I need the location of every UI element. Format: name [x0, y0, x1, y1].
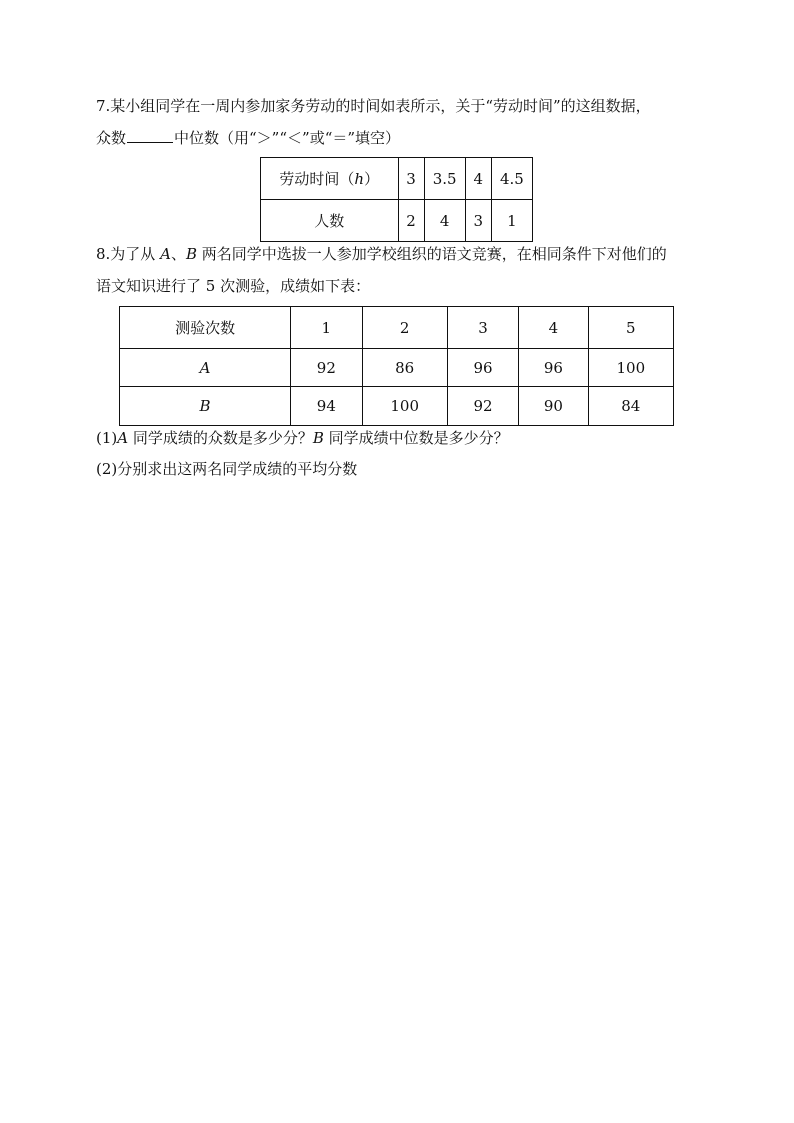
q7-time-cell: 3: [398, 158, 424, 200]
q8-header-label-cell: 测验次数: [120, 307, 291, 349]
q8-test-number-cell: 4: [519, 307, 588, 349]
q7-time-cell: 4: [465, 158, 491, 200]
q7-table: [260, 157, 533, 242]
q7-text-line1: 7.某小组同学在一周内参加家务劳动的时间如表所示，关于“劳动时间”的这组数据，: [96, 97, 651, 115]
q7-line2-before: 众数: [96, 129, 127, 147]
q8-text-line1: 8.为了从 A、B 两名同学中选拔一人参加学校组织的语文竞赛，在相同条件下对他们的: [96, 245, 667, 263]
q8-table-row-header: [120, 307, 674, 349]
q8-test-number-cell: 2: [362, 307, 447, 349]
q8-score-cell: 100: [588, 349, 673, 387]
q7-hour-variable: h: [354, 170, 365, 188]
q7-count-label-cell: 人数: [261, 200, 399, 242]
q8-subquestion-1: (1)A 同学成绩的众数是多少分？B 同学成绩中位数是多少分？: [96, 429, 509, 447]
q8-score-cell: 84: [588, 387, 673, 426]
q8-table-row-b: [120, 387, 674, 426]
q8-score-cell: 96: [519, 349, 588, 387]
q7-answer-blank: [127, 128, 173, 143]
q7-time-cell: 3.5: [424, 158, 465, 200]
q7-table-header-cell: 劳动时间（h）: [261, 158, 399, 200]
q7-line2-after: 中位数（用“＞”“＜”或“＝”填空）: [174, 129, 401, 147]
q8-row-b-label: B: [120, 387, 291, 426]
q8-table-row-a: [120, 349, 674, 387]
q7-count-cell: 2: [398, 200, 424, 242]
q8-sub1-var-a: A: [117, 429, 129, 447]
q7-table-row-time: [261, 158, 533, 200]
q8-test-number-cell: 3: [447, 307, 518, 349]
q8-score-cell: 86: [362, 349, 447, 387]
q7-count-cell: 3: [465, 200, 491, 242]
q8-score-cell: 94: [291, 387, 362, 426]
q8-test-number-cell: 1: [291, 307, 362, 349]
q8-score-cell: 100: [362, 387, 447, 426]
q8-var-a: A: [160, 245, 171, 263]
q8-score-cell: 90: [519, 387, 588, 426]
q7-time-cell: 4.5: [491, 158, 532, 200]
q7-table-row-count: [261, 200, 533, 242]
q8-score-cell: 96: [447, 349, 518, 387]
q7-count-cell: 1: [491, 200, 532, 242]
q8-test-number-cell: 5: [588, 307, 673, 349]
q8-subquestion-2: (2)分别求出这两名同学成绩的平均分数: [96, 460, 358, 478]
q8-row-a-label: A: [120, 349, 291, 387]
q7-text-line2: [96, 128, 400, 148]
q8-text-line2: 语文知识进行了 5 次测验，成绩如下表：: [96, 277, 371, 295]
q8-score-cell: 92: [291, 349, 362, 387]
q8-table: [119, 306, 674, 426]
q8-var-b: B: [185, 245, 197, 263]
q8-score-cell: 92: [447, 387, 518, 426]
q8-sub1-var-b: B: [312, 429, 324, 447]
q7-count-cell: 4: [424, 200, 465, 242]
